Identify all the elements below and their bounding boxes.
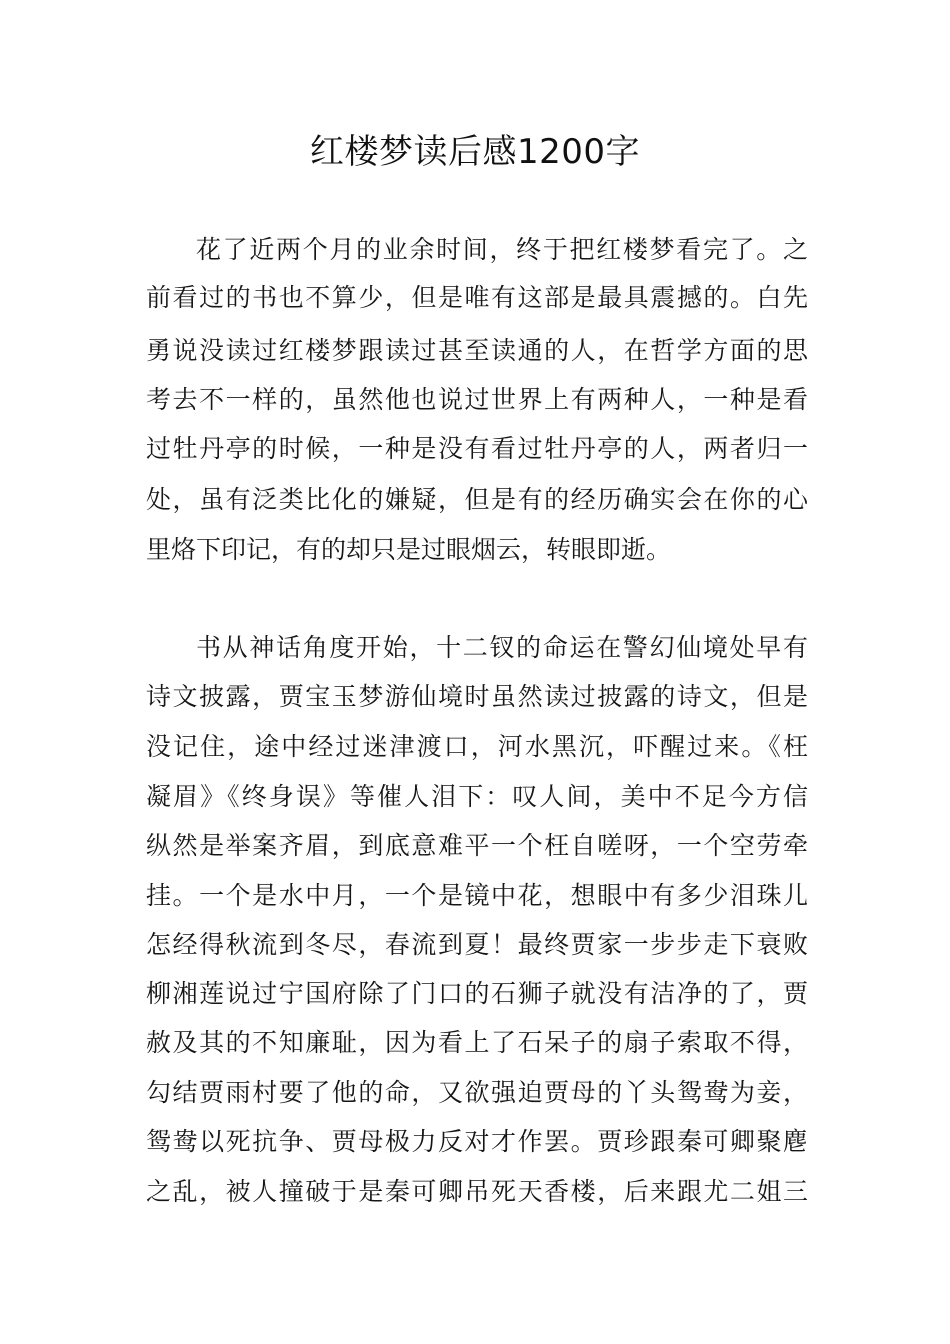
paragraph-2-line-11: 鸳鸯以死抗争、贾母极力反对才作罢。贾珍跟秦可卿聚麀 [146, 1127, 808, 1156]
paragraph-1-line-7: 里烙下印记，有的却只是过眼烟云，转眼即逝。 [146, 535, 672, 564]
paragraph-2-line-6: 挂。一个是水中月，一个是镜中花，想眼中有多少泪珠儿 [146, 881, 808, 910]
paragraph-2-line-10: 勾结贾雨村要了他的命，又欲强迫贾母的丫头鸳鸯为妾， [146, 1078, 808, 1107]
paragraph-2-line-12: 之乱，被人撞破于是秦可卿吊死天香楼，后来跟尤二姐三 [146, 1177, 808, 1206]
paragraph-1-line-2: 前看过的书也不算少，但是唯有这部是最具震撼的。白先 [146, 283, 808, 312]
paragraph-1-line-6: 处，虽有泛类比化的嫌疑，但是有的经历确实会在你的心 [146, 485, 808, 514]
paragraph-2-line-9: 赦及其的不知廉耻，因为看上了石呆子的扇子索取不得， [146, 1028, 808, 1057]
paragraph-2-line-4: 凝眉》《终身误》等催人泪下：叹人间，美中不足今方信 [146, 782, 808, 811]
paragraph-2-line-3: 没记住，途中经过迷津渡口，河水黑沉，吓醒过来。《枉 [146, 732, 808, 761]
paragraph-2-line-5: 纵然是举案齐眉，到底意难平一个枉自嗟呀，一个空劳牵 [146, 831, 808, 860]
paragraph-1-line-4: 考去不一样的，虽然他也说过世界上有两种人，一种是看 [146, 385, 808, 414]
paragraph-2-line-7: 怎经得秋流到冬尽，春流到夏！最终贾家一步步走下衰败 [146, 930, 808, 959]
paragraph-2-line-2: 诗文披露，贾宝玉梦游仙境时虽然读过披露的诗文，但是 [146, 682, 808, 711]
document-title: 红楼梦读后感1200字 [309, 132, 641, 172]
paragraph-1-line-3: 勇说没读过红楼梦跟读过甚至读通的人，在哲学方面的思 [146, 336, 808, 365]
paragraph-2-line-1: 书从神话角度开始，十二钗的命运在警幻仙境处早有 [196, 633, 808, 662]
paragraph-2-line-8: 柳湘莲说过宁国府除了门口的石狮子就没有洁净的了，贾 [146, 979, 808, 1008]
paragraph-1-line-1: 花了近两个月的业余时间，终于把红楼梦看完了。之 [196, 235, 808, 264]
paragraph-1-line-5: 过牡丹亭的时候，一种是没有看过牡丹亭的人，两者归一 [146, 434, 808, 463]
